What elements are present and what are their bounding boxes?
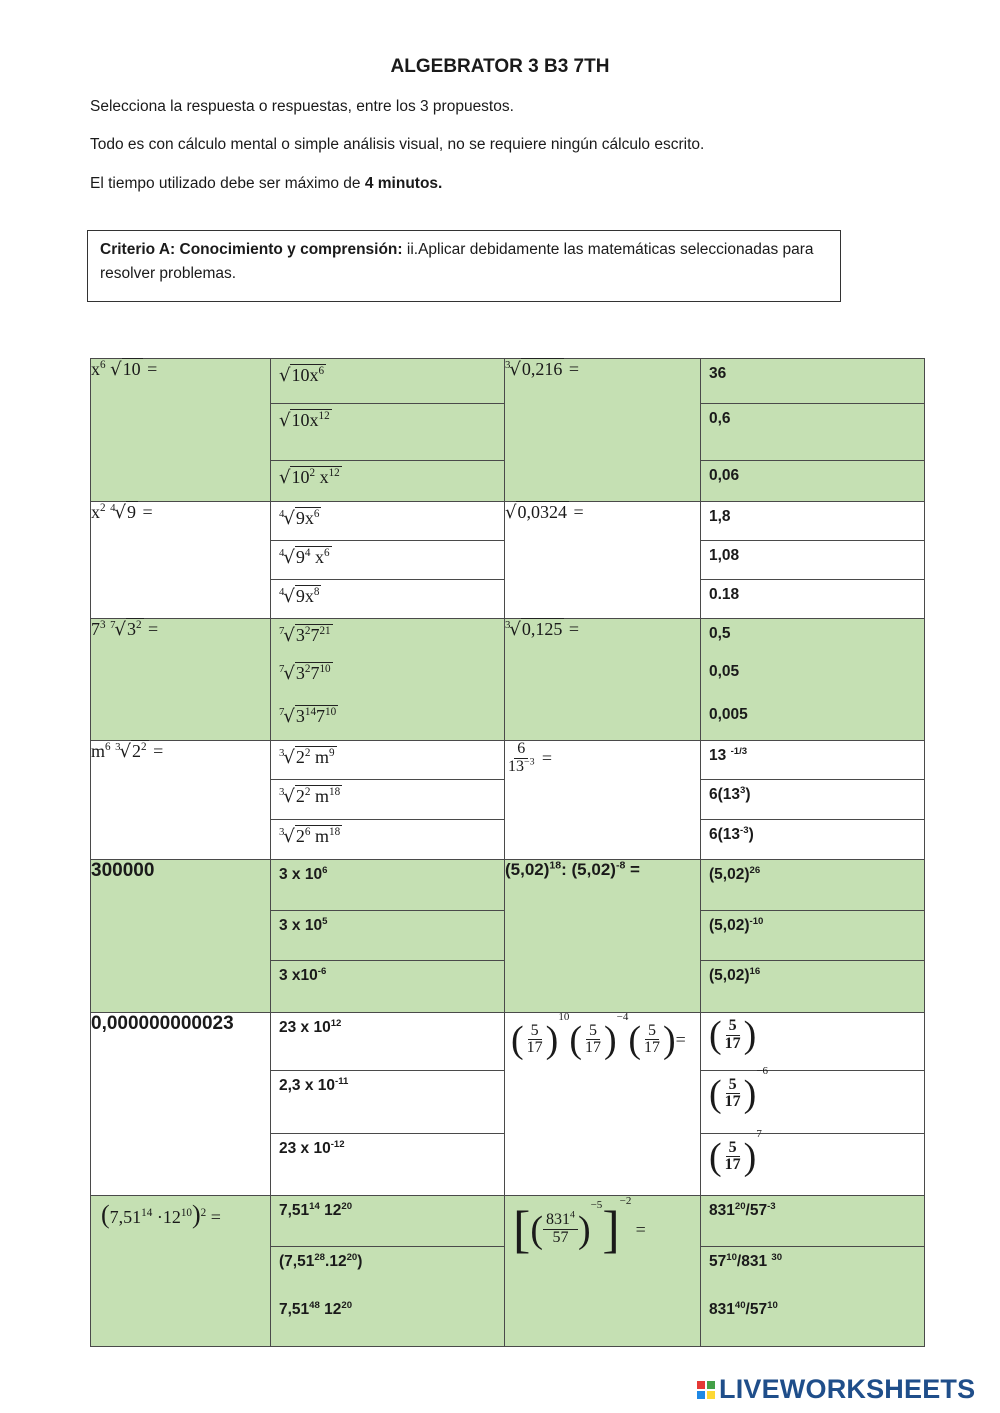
question-cell: √0,0324 =	[505, 502, 701, 619]
answer-option[interactable]: 1,8	[701, 502, 924, 541]
answer-option[interactable]: 0,6	[701, 404, 924, 461]
answer-cell	[271, 741, 505, 860]
answer-cell	[701, 619, 925, 741]
answer-cell	[701, 1013, 925, 1196]
answer-option[interactable]: 7,51$^{14}$ $12^{20}$	[271, 1196, 504, 1247]
answer-option[interactable]: $^7√3^27^{10}$	[279, 663, 331, 684]
question-cell: $7^3$ $^7√3^2$ =	[91, 619, 271, 741]
answer-cell	[271, 860, 505, 1013]
answer-option[interactable]: 7,51$^{48}$ $12^{20}$	[279, 1299, 353, 1318]
answer-option[interactable]: $(5,02)^{26}$	[701, 860, 924, 911]
answer-option[interactable]: $^7√3^{14}7^{10}$	[279, 706, 337, 727]
question-cell: 300000	[91, 860, 271, 1013]
answer-option[interactable]: $831^{40}/57^{10}$	[709, 1299, 778, 1318]
page-title: ALGEBRATOR 3 B3 7TH	[390, 56, 610, 77]
answer-option[interactable]: 2,3 x $10^{-11}$	[271, 1071, 504, 1134]
answer-option[interactable]: $57^{10}/831$ $^{30}$	[709, 1251, 783, 1270]
table-row	[91, 619, 925, 741]
answer-option[interactable]: 23 x $10^{-12}$	[279, 1138, 345, 1157]
liveworksheets-logo	[696, 1374, 975, 1405]
answer-cell	[701, 1196, 925, 1347]
answer-option[interactable]: 3 x $10^5$	[271, 911, 504, 961]
answer-cell	[271, 502, 505, 619]
answer-cell	[701, 741, 925, 860]
answer-option[interactable]: ( $\frac{5}{17}$ )$^7$	[709, 1128, 762, 1178]
instruction-1: Selecciona la respuesta o respuestas, entre los 3 propuestos.	[90, 98, 514, 115]
table-row	[91, 502, 925, 619]
answer-option[interactable]: $(7,51^{28}.12^{20})$	[279, 1251, 363, 1270]
answer-option[interactable]: 23 x $10^{12}$	[271, 1013, 504, 1071]
instruction-3: El tiempo utilizado debe ser máximo de 4 minutos.	[90, 175, 443, 192]
answer-cell	[271, 1013, 505, 1196]
answer-option[interactable]: $6(13^3)$	[701, 780, 924, 820]
answer-option[interactable]: $√10x^6$	[271, 359, 504, 404]
answer-option[interactable]: ( $\frac{5}{17}$ )$^{-6}$	[701, 1071, 924, 1134]
table-row	[91, 741, 925, 860]
criterion-box	[87, 230, 841, 302]
answer-option[interactable]: $√10^2$ $x^{12}$	[279, 467, 340, 488]
answer-option[interactable]: 0,005	[709, 706, 748, 723]
answer-cell	[701, 502, 925, 619]
answer-option[interactable]: $6(13^{-3})$	[709, 824, 754, 843]
question-cell: $^3$√0,125 =	[505, 619, 701, 741]
table-row	[91, 860, 925, 1013]
answer-option[interactable]: $(5,02)^{-10}$	[701, 911, 924, 961]
answer-option[interactable]: 3 x $10^6$	[271, 860, 504, 911]
answer-cell	[701, 860, 925, 1013]
answer-option[interactable]: ( $\frac{5}{17}$ )	[701, 1013, 924, 1071]
logo-tiles-icon	[696, 1380, 716, 1400]
answer-option[interactable]: 0,06	[709, 467, 740, 484]
answer-option[interactable]: 0.18	[709, 586, 740, 603]
logo-text: LIVEWORKSHEETS	[719, 1374, 976, 1404]
question-cell: 0,000000000023	[91, 1013, 271, 1196]
answer-cell	[701, 359, 925, 502]
answer-cell	[271, 619, 505, 741]
answer-cell	[271, 1196, 505, 1347]
table-row	[91, 1196, 925, 1347]
question-cell: $(5,02)^{18}$: $(5,02)^{-8}$ =	[505, 860, 701, 1013]
answer-option[interactable]: $^3√2^6$ $m^{18}$	[279, 826, 341, 847]
criterion-text: ii.Aplicar debidamente las matemáticas seleccionadas para resolver problemas.	[100, 241, 814, 282]
answer-cell	[271, 359, 505, 502]
table-row	[91, 359, 925, 502]
answer-option[interactable]: 1,08	[701, 541, 924, 580]
answer-option[interactable]: 0,05	[709, 663, 740, 680]
question-cell: ( $\frac{5}{17}$ )$^{10}$( $\frac{5}{17}$ )$^{-4}$( $\frac{5}{17}$ )=	[505, 1013, 701, 1196]
table-row	[91, 1013, 925, 1196]
exercise-table	[90, 358, 925, 1347]
question-cell: $(7,51^{14} \cdot 12^{10})^2$ =	[91, 1196, 271, 1347]
answer-option[interactable]: $^4√9^4$ $x^6$	[271, 541, 504, 580]
answer-option[interactable]: $^4√9x^8$	[279, 586, 320, 607]
answer-option[interactable]: 0,5	[709, 625, 731, 642]
answer-option[interactable]: 13 $^{-1/3}$	[701, 741, 924, 780]
instruction-2: Todo es con cálculo mental o simple análisis visual, no se requiere ningún cálculo escrito.	[90, 136, 705, 153]
question-cell: $\frac{6}{13^{-3}}$ =	[505, 741, 701, 860]
question-cell: $m^6$ $^3√2^2$ =	[91, 741, 271, 860]
answer-option[interactable]: $^7√3^27^{21}$	[279, 625, 331, 646]
answer-option[interactable]: $^4√9x^6$	[271, 502, 504, 541]
answer-option[interactable]: $^3√2^2$ $m^9$	[271, 741, 504, 780]
answer-option[interactable]: $(5,02)^{16}$	[709, 965, 761, 984]
question-cell: $x^6$ √10 =	[91, 359, 271, 502]
answer-option[interactable]: $^3√2^2$ $m^{18}$	[271, 780, 504, 820]
answer-option[interactable]: 3 $x10^{-6}$	[279, 965, 327, 984]
question-cell: $^3$√0,216 =	[505, 359, 701, 502]
criterion-label: Criterio A: Conocimiento y comprensión:	[100, 241, 403, 258]
answer-option[interactable]: $√10x^{12}$	[271, 404, 504, 461]
question-cell: [( $\frac{831^4}{57}$ )$^{-5}$]$^{-2}$ =	[505, 1196, 701, 1347]
answer-option[interactable]: 36	[701, 359, 924, 404]
question-cell: $x^2$ $^4$√9 =	[91, 502, 271, 619]
answer-option[interactable]: $831^{20}/57^{-3}$	[701, 1196, 924, 1247]
